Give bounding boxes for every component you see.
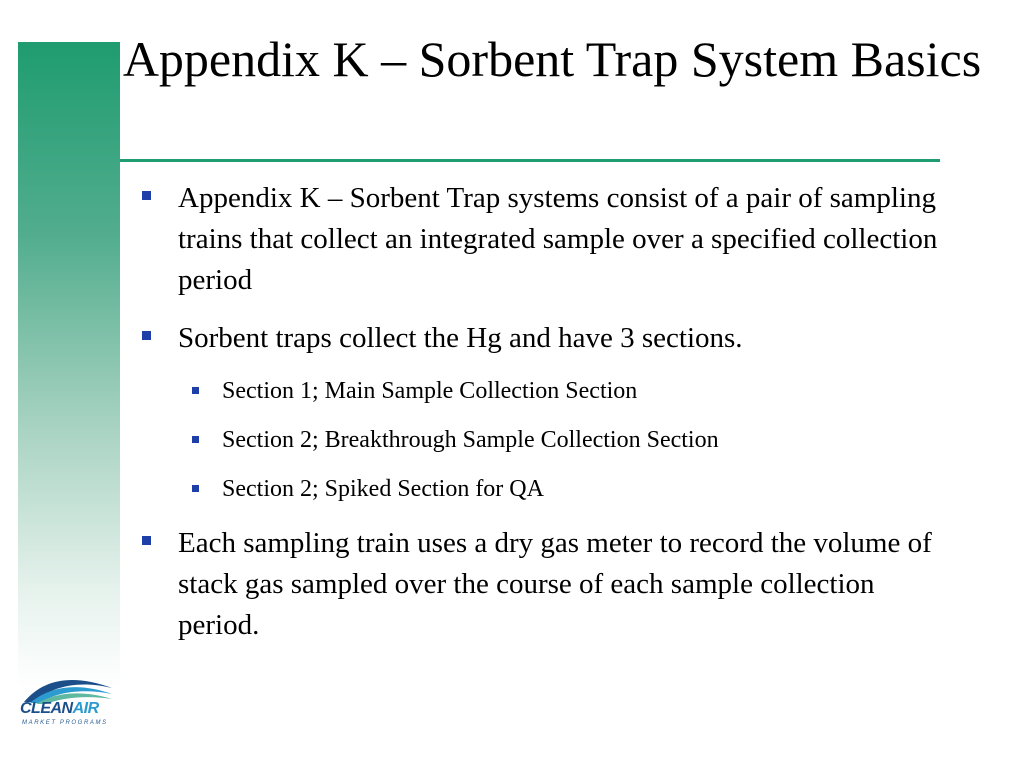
bullet-text: Appendix K – Sorbent Trap systems consist of a pair of sampling trains that collect an integrated sample over a specified collection period: [178, 182, 938, 296]
bullet-item-1: [138, 178, 958, 301]
logo-word-air: AIR: [72, 700, 99, 717]
subbullet-item-1: [138, 376, 958, 406]
bullet-text: Each sampling train uses a dry gas meter to record the volume of stack gas sampled over the course of each sample collection period.: [178, 527, 932, 641]
square-bullet-icon: [142, 331, 151, 340]
decorative-side-bar: [18, 42, 120, 688]
bullet-item-3: [138, 523, 958, 646]
square-bullet-icon: [192, 485, 199, 492]
subbullet-item-2: [138, 425, 958, 455]
logo-word-clean: CLEAN: [20, 700, 73, 717]
slide-title: Appendix K – Sorbent Trap System Basics: [122, 31, 982, 87]
subbullet-text: Section 2; Spiked Section for QA: [222, 476, 544, 502]
subbullet-item-3: [138, 474, 958, 504]
title-divider: [120, 159, 940, 162]
bullet-item-2: [138, 318, 958, 359]
subbullet-text: Section 2; Breakthrough Sample Collection Section: [222, 427, 719, 453]
clean-air-logo: [20, 672, 116, 732]
square-bullet-icon: [192, 436, 199, 443]
bullet-text: Sorbent traps collect the Hg and have 3 sections.: [178, 322, 743, 354]
slide-body: [138, 178, 958, 663]
square-bullet-icon: [192, 387, 199, 394]
logo-wordmark: [20, 700, 99, 718]
subbullet-text: Section 1; Main Sample Collection Section: [222, 378, 638, 404]
logo-subtitle: MARKET PROGRAMS: [22, 720, 108, 726]
square-bullet-icon: [142, 191, 151, 200]
square-bullet-icon: [142, 536, 151, 545]
